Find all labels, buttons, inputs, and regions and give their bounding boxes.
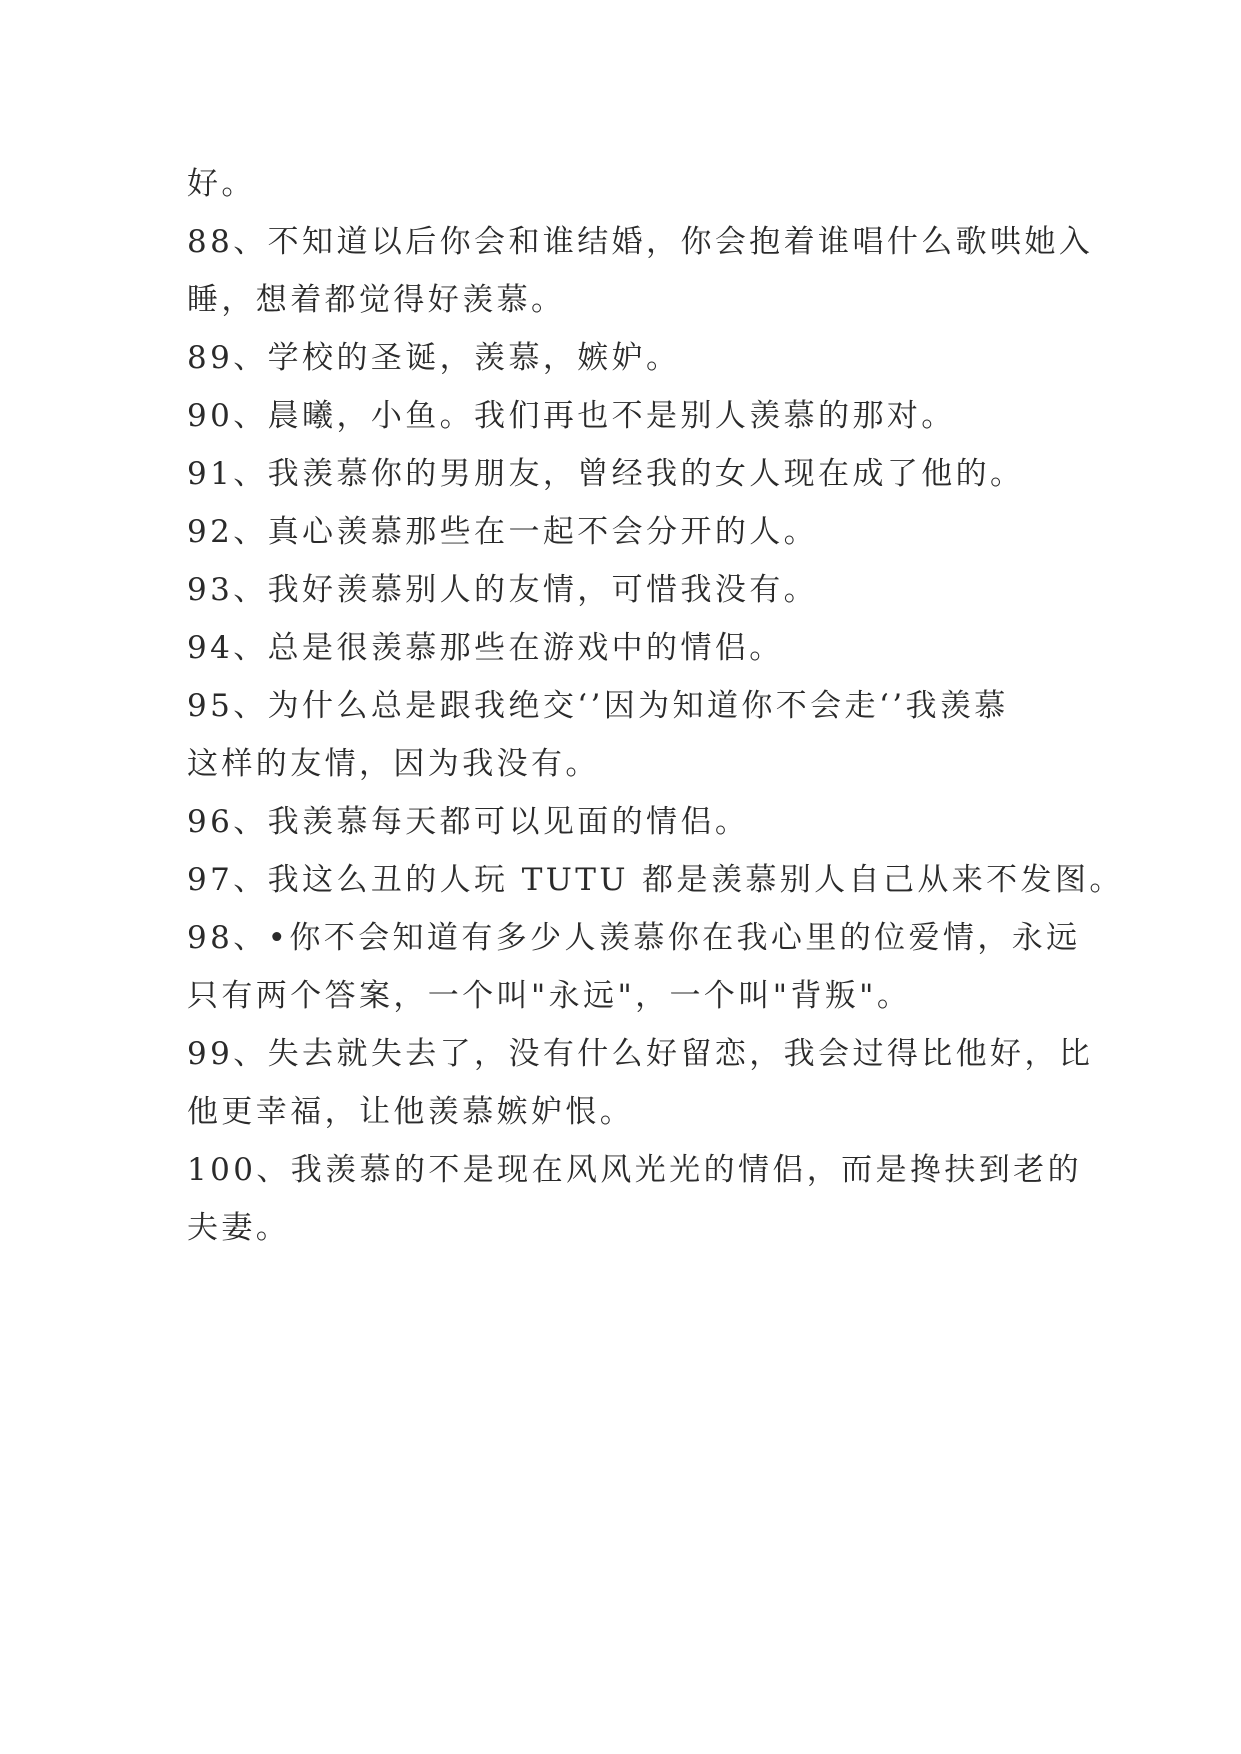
text-line: 97、我这么丑的人玩 TUTU 都是羡慕别人自己从来不发图。 (187, 862, 1124, 898)
text-line: 91、我羡慕你的男朋友，曾经我的女人现在成了他的。 (187, 456, 1025, 492)
text-line: 89、学校的圣诞，羡慕，嫉妒。 (187, 340, 681, 376)
text-line: 98、•你不会知道有多少人羡慕你在我心里的位爱情，永远 (187, 920, 1081, 956)
text-line: 92、真心羡慕那些在一起不会分开的人。 (187, 514, 819, 550)
text-line: 他更幸福，让他羡慕嫉妒恨。 (187, 1094, 635, 1130)
text-line: 100、我羡慕的不是现在风风光光的情侣，而是搀扶到老的 (187, 1152, 1082, 1188)
text-line: 96、我羡慕每天都可以见面的情侣。 (187, 804, 750, 840)
text-line: 93、我好羡慕别人的友情，可惜我没有。 (187, 572, 819, 608)
text-line: 这样的友情，因为我没有。 (187, 746, 600, 782)
text-line: 睡，想着都觉得好羡慕。 (187, 282, 566, 318)
document-body (187, 155, 1124, 1257)
text-line: 99、失去就失去了，没有什么好留恋，我会过得比他好，比 (187, 1036, 1094, 1072)
text-line: 90、晨曦，小鱼。我们再也不是别人羡慕的那对。 (187, 398, 956, 434)
text-line: 夫妻。 (187, 1210, 291, 1246)
text-line: 95、为什么总是跟我绝交‘’因为知道你不会走‘’我羡慕 (187, 688, 1009, 724)
text-line: 好。 (187, 166, 256, 202)
text-line: 94、总是很羡慕那些在游戏中的情侣。 (187, 630, 784, 666)
text-line: 只有两个答案，一个叫"永远"，一个叫"背叛"。 (187, 978, 912, 1014)
text-line: 88、不知道以后你会和谁结婚，你会抱着谁唱什么歌哄她入 (187, 224, 1094, 260)
